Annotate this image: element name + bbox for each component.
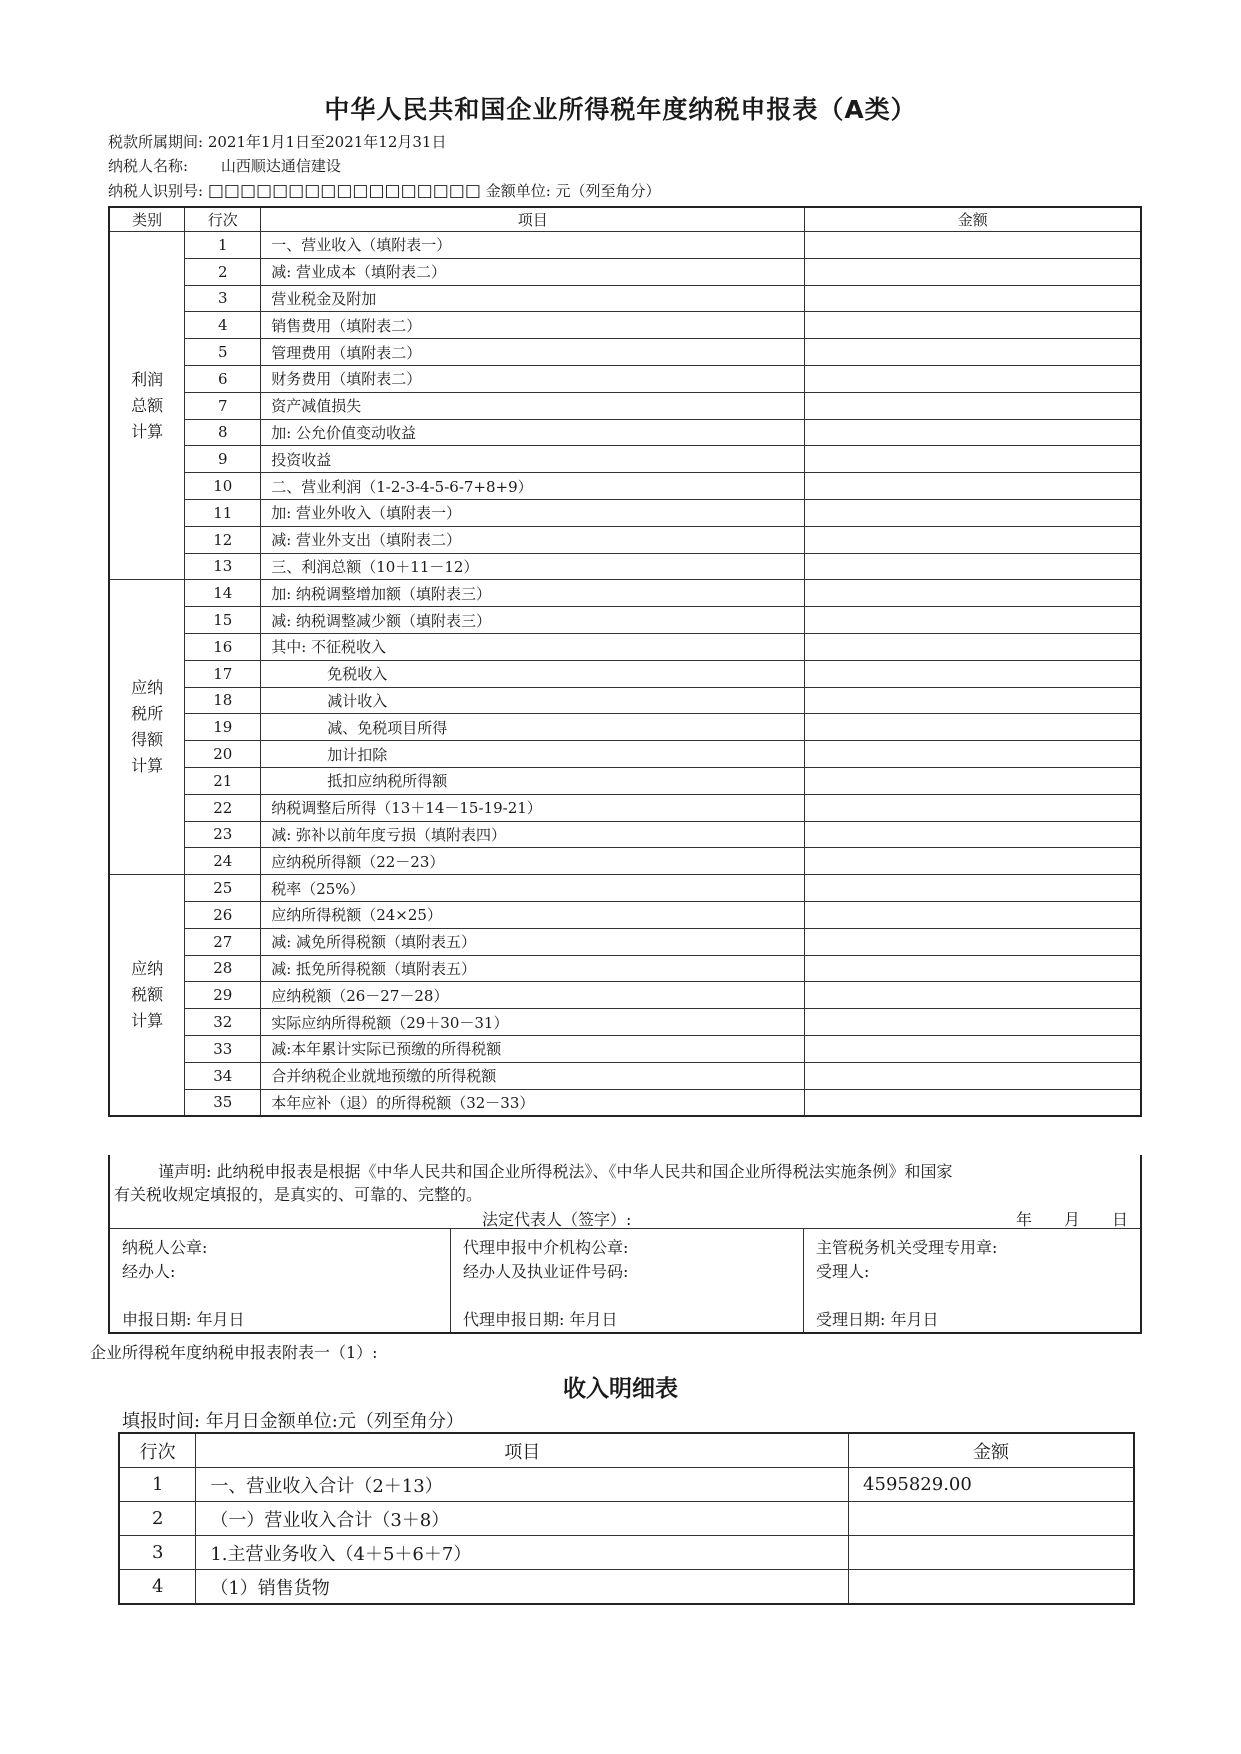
filing-date[interactable]: 申报日期: 年月日 (122, 1310, 245, 1329)
row-amount-field[interactable] (805, 580, 1141, 607)
row-number: 8 (185, 419, 261, 446)
table-row (109, 714, 1141, 741)
table-row (109, 258, 1141, 285)
amount-unit: 金额单位: 元（列至角分） (485, 182, 661, 200)
table-row (109, 875, 1141, 902)
detail-row-amount-field[interactable] (849, 1570, 1134, 1605)
row-item: 合并纳税企业就地预缴的所得税额 (261, 1062, 805, 1089)
tax-period-value: 2021年1月1日至2021年12月31日 (207, 133, 447, 151)
agent-handler[interactable]: 经办人及执业证件号码: (463, 1262, 629, 1281)
detail-row-item: （一）营业收入合计（3＋8） (196, 1502, 849, 1536)
row-number: 24 (185, 848, 261, 875)
row-amount-field[interactable] (805, 821, 1141, 848)
header-category: 类别 (109, 207, 185, 232)
row-item: 减: 弥补以前年度亏损（填附表四） (261, 821, 805, 848)
row-number: 14 (185, 580, 261, 607)
row-item: 一、营业收入（填附表一） (261, 232, 805, 259)
table-row (109, 660, 1141, 687)
row-amount-field[interactable] (805, 982, 1141, 1009)
row-item: 本年应补（退）的所得税额（32－33） (261, 1089, 805, 1116)
row-amount-field[interactable] (805, 767, 1141, 794)
declaration-line-2: 有关税收规定填报的，是真实的、可靠的、完整的。 (114, 1185, 483, 1204)
row-number: 33 (185, 1035, 261, 1062)
row-item: 减计收入 (261, 687, 805, 714)
table-row (109, 392, 1141, 419)
row-amount-field[interactable] (805, 553, 1141, 580)
row-number: 27 (185, 928, 261, 955)
table-row (109, 312, 1141, 339)
row-amount-field[interactable] (805, 901, 1141, 928)
table-row (109, 339, 1141, 366)
tax-period-label: 税款所属期间: (108, 133, 204, 151)
table-row (109, 419, 1141, 446)
row-amount-field[interactable] (805, 794, 1141, 821)
row-amount-field[interactable] (805, 633, 1141, 660)
row-amount-field[interactable] (805, 607, 1141, 634)
detail-row-amount-field[interactable] (849, 1502, 1134, 1536)
row-amount-field[interactable] (805, 446, 1141, 473)
detail-header-row-no: 行次 (119, 1433, 196, 1468)
row-item: 加: 纳税调整增加额（填附表三） (261, 580, 805, 607)
row-item: 减: 营业成本（填附表二） (261, 258, 805, 285)
detail-row-number: 2 (119, 1502, 196, 1536)
row-item: 加: 公允价值变动收益 (261, 419, 805, 446)
table-row (109, 687, 1141, 714)
row-number: 9 (185, 446, 261, 473)
row-number: 26 (185, 901, 261, 928)
row-number: 13 (185, 553, 261, 580)
row-item: 免税收入 (261, 660, 805, 687)
row-amount-field[interactable] (805, 1089, 1141, 1116)
table-row (109, 741, 1141, 768)
header-amount: 金额 (805, 207, 1141, 232)
row-number: 32 (185, 1009, 261, 1036)
detail-row-number: 1 (119, 1468, 196, 1502)
row-amount-field[interactable] (805, 741, 1141, 768)
row-number: 35 (185, 1089, 261, 1116)
table-row (109, 499, 1141, 526)
table-row (109, 365, 1141, 392)
row-number: 18 (185, 687, 261, 714)
table-row (109, 553, 1141, 580)
header-item: 项目 (261, 207, 805, 232)
row-amount-field[interactable] (805, 526, 1141, 553)
row-item: 营业税金及附加 (261, 285, 805, 312)
table-row (109, 955, 1141, 982)
detail-row-item: （1）销售货物 (196, 1570, 849, 1605)
taxpayer-id-line (108, 180, 661, 201)
income-detail-table (118, 1432, 1135, 1605)
row-amount-field[interactable] (805, 955, 1141, 982)
table-row (109, 580, 1141, 607)
row-amount-field[interactable] (805, 660, 1141, 687)
table-row (109, 285, 1141, 312)
row-item: 应纳所得税额（24×25） (261, 901, 805, 928)
detail-row (119, 1468, 1134, 1502)
taxpayer-id-boxes: □□□□□□□□□□□□□□□□□ (207, 181, 481, 201)
detail-row (119, 1570, 1134, 1605)
row-item: 其中: 不征税收入 (261, 633, 805, 660)
row-number: 28 (185, 955, 261, 982)
row-item: 减: 纳税调整减少额（填附表三） (261, 607, 805, 634)
detail-header-item: 项目 (196, 1433, 849, 1468)
row-amount-field[interactable] (805, 419, 1141, 446)
row-number: 3 (185, 285, 261, 312)
declaration-date: 年 月 日 (1015, 1210, 1128, 1229)
taxpayer-name-value: 山西顺达通信建设 (220, 157, 341, 175)
row-number: 29 (185, 982, 261, 1009)
table-row (109, 1035, 1141, 1062)
taxpayer-id-label: 纳税人识别号: (108, 182, 204, 200)
row-item: 加: 营业外收入（填附表一） (261, 499, 805, 526)
row-number: 6 (185, 365, 261, 392)
row-amount-field[interactable] (805, 687, 1141, 714)
row-number: 34 (185, 1062, 261, 1089)
row-number: 16 (185, 633, 261, 660)
table-row (109, 821, 1141, 848)
authority-signature-block (804, 1229, 1142, 1332)
table-row (109, 767, 1141, 794)
detail-row-amount-field[interactable]: 4595829.00 (849, 1468, 1134, 1502)
agent-filing-date[interactable]: 代理申报日期: 年月日 (463, 1310, 618, 1329)
table-header-row (109, 207, 1141, 232)
table-row (109, 526, 1141, 553)
row-amount-field[interactable] (805, 232, 1141, 259)
detail-row-item: 1.主营业务收入（4＋5＋6＋7） (196, 1536, 849, 1570)
table-row (109, 928, 1141, 955)
table-row (109, 901, 1141, 928)
row-number: 21 (185, 767, 261, 794)
row-item: 实际应纳所得税额（29＋30－31） (261, 1009, 805, 1036)
row-item: 资产减值损失 (261, 392, 805, 419)
detail-row (119, 1502, 1134, 1536)
row-item: 减: 抵免所得税额（填附表五） (261, 955, 805, 982)
taxpayer-name-label: 纳税人名称: (108, 157, 189, 175)
table-row (109, 473, 1141, 500)
detail-row (119, 1536, 1134, 1570)
table-row (109, 446, 1141, 473)
row-amount-field[interactable] (805, 365, 1141, 392)
taxpayer-name-line (108, 155, 341, 176)
row-number: 20 (185, 741, 261, 768)
row-item: 减、免税项目所得 (261, 714, 805, 741)
appendix-label: 企业所得税年度纳税申报表附表一（1）: (90, 1343, 378, 1362)
row-number: 23 (185, 821, 261, 848)
row-amount-field[interactable] (805, 499, 1141, 526)
handler[interactable]: 经办人: (122, 1262, 176, 1281)
row-item: 投资收益 (261, 446, 805, 473)
row-amount-field[interactable] (805, 848, 1141, 875)
agent-seal[interactable]: 代理申报中介机构公章: (463, 1238, 629, 1257)
row-item: 财务费用（填附表二） (261, 365, 805, 392)
appendix-header: 填报时间: 年月日金额单位:元（列至角分） (122, 1411, 464, 1432)
form-title: 中华人民共和国企业所得税年度纳税申报表（A类） (324, 95, 917, 124)
row-amount-field[interactable] (805, 339, 1141, 366)
row-amount-field[interactable] (805, 1062, 1141, 1089)
detail-row-item: 一、营业收入合计（2＋13） (196, 1468, 849, 1502)
signature-section (108, 1229, 1142, 1334)
row-number: 10 (185, 473, 261, 500)
detail-header-row (119, 1433, 1134, 1468)
detail-header-amount: 金额 (849, 1433, 1134, 1468)
row-number: 11 (185, 499, 261, 526)
row-item: 减:本年累计实际已预缴的所得税额 (261, 1035, 805, 1062)
agent-signature-block (451, 1229, 803, 1332)
tax-return-table (108, 206, 1142, 1117)
table-row (109, 982, 1141, 1009)
row-amount-field[interactable] (805, 258, 1141, 285)
row-amount-field[interactable] (805, 1009, 1141, 1036)
row-item: 应纳税额（26－27－28） (261, 982, 805, 1009)
taxpayer-seal[interactable]: 纳税人公章: (122, 1238, 208, 1257)
category-profit: 利润 总额 计算 (109, 232, 185, 580)
table-row (109, 232, 1141, 259)
receive-date[interactable]: 受理日期: 年月日 (816, 1310, 939, 1329)
row-number: 17 (185, 660, 261, 687)
tax-period-line (108, 131, 446, 152)
row-item: 纳税调整后所得（13＋14－15-19-21） (261, 794, 805, 821)
row-amount-field[interactable] (805, 285, 1141, 312)
legal-representative-signature[interactable]: 法定代表人（签字）: (482, 1210, 632, 1229)
detail-row-number: 3 (119, 1536, 196, 1570)
table-row (109, 633, 1141, 660)
row-item: 抵扣应纳税所得额 (261, 767, 805, 794)
row-amount-field[interactable] (805, 392, 1141, 419)
row-number: 4 (185, 312, 261, 339)
category-taxable-income: 应纳 税所 得额 计算 (109, 580, 185, 875)
row-number: 22 (185, 794, 261, 821)
appendix-title: 收入明细表 (563, 1376, 678, 1402)
detail-row-number: 4 (119, 1570, 196, 1605)
detail-row-amount-field[interactable] (849, 1536, 1134, 1570)
row-number: 15 (185, 607, 261, 634)
row-number: 1 (185, 232, 261, 259)
table-row (109, 848, 1141, 875)
table-row (109, 1062, 1141, 1089)
row-item: 应纳税所得额（22－23） (261, 848, 805, 875)
row-item: 税率（25%） (261, 875, 805, 902)
row-number: 25 (185, 875, 261, 902)
category-tax-payable: 应纳 税额 计算 (109, 875, 185, 1117)
row-amount-field[interactable] (805, 1035, 1141, 1062)
table-row (109, 607, 1141, 634)
row-item: 二、营业利润（1-2-3-4-5-6-7+8+9） (261, 473, 805, 500)
authority-seal[interactable]: 主管税务机关受理专用章: (816, 1238, 998, 1257)
row-number: 5 (185, 339, 261, 366)
table-row (109, 1089, 1141, 1116)
row-amount-field[interactable] (805, 473, 1141, 500)
table-row (109, 794, 1141, 821)
header-row-no: 行次 (185, 207, 261, 232)
row-item: 三、利润总额（10＋11－12） (261, 553, 805, 580)
row-amount-field[interactable] (805, 928, 1141, 955)
row-item: 减: 减免所得税额（填附表五） (261, 928, 805, 955)
row-amount-field[interactable] (805, 312, 1141, 339)
row-number: 19 (185, 714, 261, 741)
declaration-line-1: 谨声明: 此纳税申报表是根据《中华人民共和国企业所得税法》、《中华人民共和国企业所得税法实施条例》和国家 (158, 1162, 953, 1181)
row-item: 管理费用（填附表二） (261, 339, 805, 366)
row-number: 7 (185, 392, 261, 419)
row-item: 加计扣除 (261, 741, 805, 768)
receiver[interactable]: 受理人: (816, 1262, 870, 1281)
row-item: 销售费用（填附表二） (261, 312, 805, 339)
declaration (108, 1155, 1142, 1229)
row-item: 减: 营业外支出（填附表二） (261, 526, 805, 553)
table-row (109, 1009, 1141, 1036)
row-amount-field[interactable] (805, 875, 1141, 902)
taxpayer-signature-block (110, 1229, 450, 1332)
row-number: 2 (185, 258, 261, 285)
row-number: 12 (185, 526, 261, 553)
row-amount-field[interactable] (805, 714, 1141, 741)
